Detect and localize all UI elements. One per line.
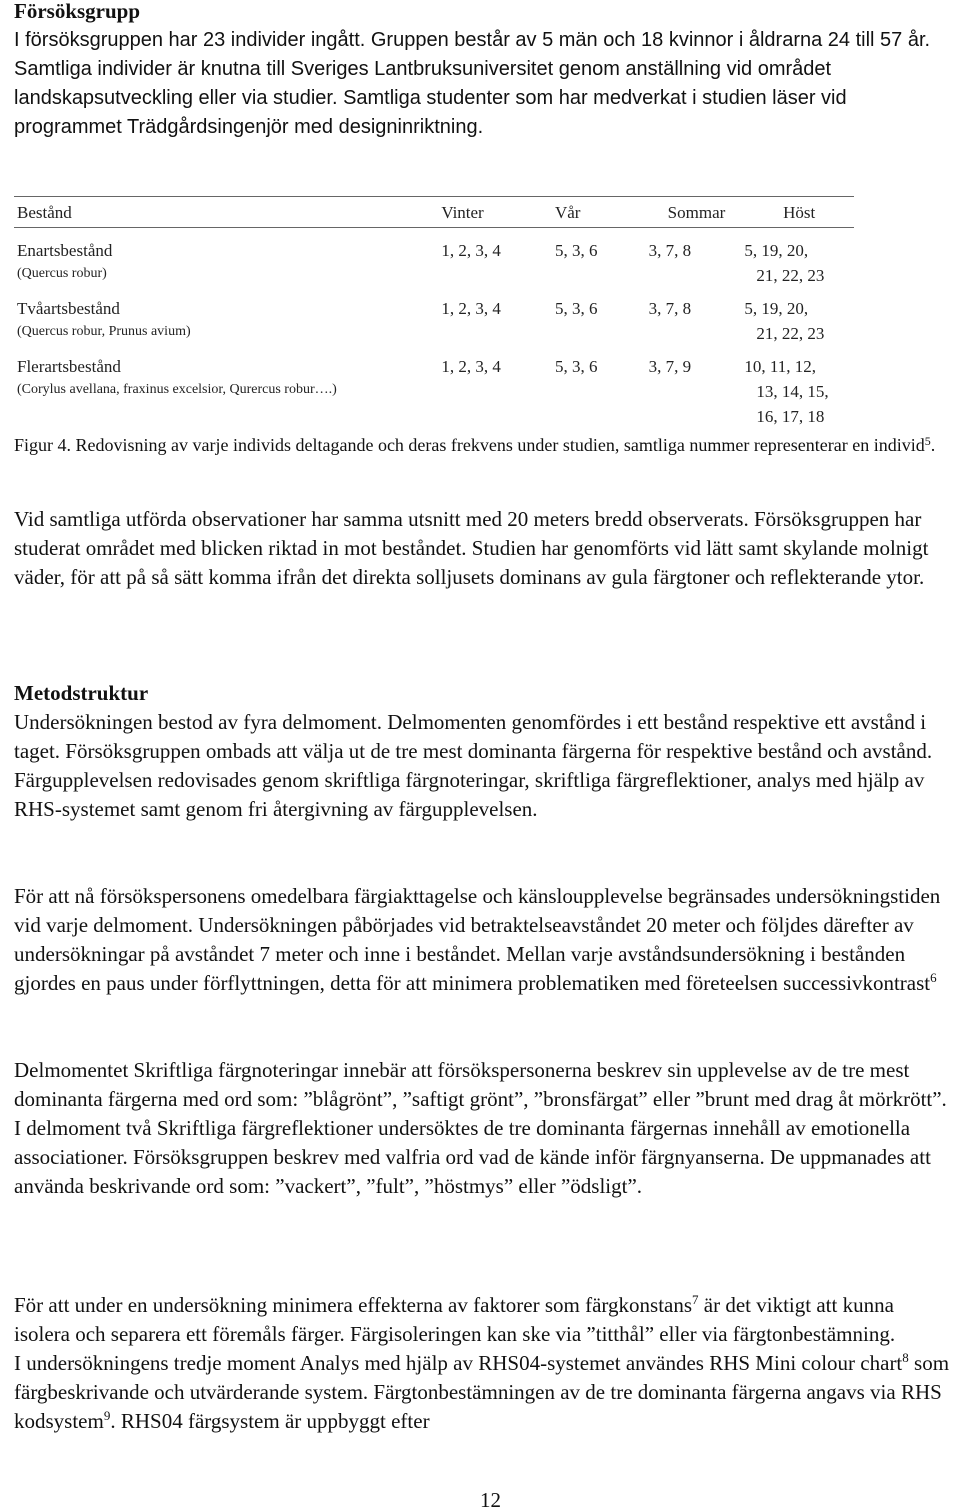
header-vinter: Vinter	[441, 197, 555, 228]
paragraph-method-1: Undersökningen bestod av fyra delmoment. Delmomenten genomfördes i ett bestånd respektive ett avstånd i taget. Försöksgruppen ombads att välja ut de tre mest dominanta färgerna för respektive bestånd och avstånd.	[14, 710, 933, 763]
cell-sommar: 3, 7, 9	[648, 357, 692, 376]
stand-name: Tvåartsbestånd	[17, 299, 120, 318]
cell-host	[744, 228, 854, 289]
paragraph-method-5: I delmoment två Skriftliga färgreflektioner undersöktes de tre dominanta färgernas innehåll av emotionella associationer. Försöksgruppen beskrev med valfria ord vad de kände inför färgnyanserna. De uppmanades att använda beskrivande ord som: ”vackert”, ”fult”, ”höstmys” eller ”ödsligt”.	[14, 1116, 931, 1198]
footnote-ref-8: 8	[902, 1350, 909, 1365]
paragraph-method-6	[14, 1291, 954, 1349]
footnote-ref-7: 7	[692, 1292, 699, 1307]
cell-var: 5, 3, 6	[554, 357, 598, 376]
paragraph-method-7-b: som färgbeskrivande och utvärderande system. Färgtonbestämningen av de tre dominanta färgerna angavs via RHS kodsystem	[14, 1351, 950, 1433]
cell-var: 5, 3, 6	[554, 241, 598, 260]
cell-var: 5, 3, 6	[554, 299, 598, 318]
cell-sommar: 3, 7, 8	[648, 299, 692, 318]
table-header-row	[14, 197, 854, 228]
paragraph-method-6-b: är det viktigt att kunna isolera och separera ett föremåls färger. Färgisoleringen kan ske via ”titthål” eller via färgtonbestämning.	[14, 1293, 896, 1346]
table-row	[14, 346, 854, 429]
section-observation	[14, 505, 954, 592]
cell-vinter: 1, 2, 3, 4	[441, 357, 501, 376]
cell-host-line: 5, 19, 20,	[744, 299, 809, 318]
stand-species: (Corylus avellana, fraxinus excelsior, Qurercus robur….)	[17, 382, 337, 397]
paragraph-method-7	[14, 1349, 954, 1436]
cell-host-line: 21, 22, 23	[756, 324, 825, 343]
cell-vinter: 1, 2, 3, 4	[441, 241, 501, 260]
row-stand-cell	[14, 346, 441, 429]
header-host: Höst	[744, 197, 854, 228]
paragraph-method-3	[14, 882, 954, 998]
caption-text: Figur 4. Redovisning av varje individs deltagande och deras frekvens under studien, samtliga nummer representerar en individ	[14, 435, 925, 455]
paragraph-method-3-text: För att nå försökspersonens omedelbara färgiakttagelse och känsloupplevelse begränsades undersökningstiden vid varje delmoment. Undersökningen påbörjades vid betraktelseavståndet 20 meter och följdes därefter av undersökningar på avståndet 7 meter och inne i beståndet. Mellan varje avståndsundersökning i bestånden gjordes en paus under förflyttningen, detta för att minimera problematiken med företeelsen successivkontrast	[14, 884, 941, 995]
cell-host-line: 5, 19, 20,	[744, 241, 809, 260]
footnote-ref-6: 6	[930, 970, 937, 985]
caption-end: .	[930, 435, 936, 455]
paragraph-method-2: Färgupplevelsen redovisades genom skriftliga färgnoteringar, skriftliga färgreflektioner, analys med hjälp av RHS-systemet samt genom fri återgivning av färgupplevelsen.	[14, 768, 925, 821]
heading-forsoksgrupp: Försöksgrupp	[14, 0, 141, 23]
header-sommar: Sommar	[649, 197, 745, 228]
paragraph-method-6-a: För att under en undersökning minimera effekterna av faktorer som färgkonstans	[14, 1293, 693, 1317]
section-forsoksgrupp	[14, 0, 954, 142]
paragraph-method-7-c: . RHS04 färgsystem är uppbyggt efter	[110, 1409, 430, 1433]
paragraph-method-7-a: I undersökningens tredje moment Analys med hjälp av RHS04-systemet användes RHS Mini colour chart	[14, 1351, 903, 1375]
cell-host-line: 21, 22, 23	[756, 266, 825, 285]
stand-name: Flerartsbestånd	[17, 357, 121, 376]
cell-sommar: 3, 7, 8	[648, 241, 692, 260]
heading-metodstruktur: Metodstruktur	[14, 681, 149, 705]
cell-host-line: 13, 14, 15,	[756, 382, 829, 401]
footnote-ref-9: 9	[103, 1408, 111, 1423]
cell-host-line: 16, 17, 18	[756, 407, 825, 426]
header-bestand: Bestånd	[14, 197, 441, 228]
row-stand-cell	[14, 288, 441, 346]
stand-name: Enartsbestånd	[17, 241, 113, 260]
header-var: Vår	[555, 197, 649, 228]
table-row	[14, 228, 854, 289]
table-row	[14, 288, 854, 346]
row-stand-cell	[14, 228, 441, 289]
cell-vinter: 1, 2, 3, 4	[441, 299, 501, 318]
page-number: 12	[480, 1488, 501, 1512]
stand-species: (Quercus robur)	[17, 266, 107, 281]
section-metodstruktur	[14, 679, 954, 824]
cell-host-line: 10, 11, 12,	[744, 357, 816, 376]
paragraph-observation: Vid samtliga utförda observationer har samma utsnitt med 20 meters bredd observerats. Försöksgruppen har studerat området med blicken riktad in mot beståndet. Studien har genomförts vid lätt samt skylande molnigt väder, för att på så sätt komma ifrån det direkta solljusets dominans av gula färgtoner och reflekterande ytor.	[14, 507, 929, 589]
paragraph-method-4: Delmomentet Skriftliga färgnoteringar innebär att försökspersonerna beskrev sin upplevelse av de tre mest dominanta färgerna med ord som: ”blågrönt”, ”saftigt grönt”, ”bronsfärgat” eller ”brunt med drag åt mörkrött”.	[14, 1058, 947, 1111]
section-method-6	[14, 1291, 954, 1436]
section-method-4	[14, 1056, 954, 1201]
section-method-3	[14, 882, 954, 998]
paragraph-intro: I försöksgruppen har 23 individer ingått. Gruppen består av 5 män och 18 kvinnor i åldrarna 24 till 57 år. Samtliga individer är knutna till Sveriges Lantbruksuniversitet genom anställning vid området landskapsutveckling eller via studier. Samtliga studenter som har medverkat i studien läser vid programmet Trädgårdsingenjör med designinriktning.	[14, 29, 931, 138]
stand-species: (Quercus robur, Prunus avium)	[17, 324, 191, 339]
participation-table	[14, 196, 854, 429]
figure-caption	[14, 433, 944, 457]
caption-footnote-ref: 5	[924, 434, 931, 448]
cell-host	[744, 346, 854, 429]
cell-host	[744, 288, 854, 346]
